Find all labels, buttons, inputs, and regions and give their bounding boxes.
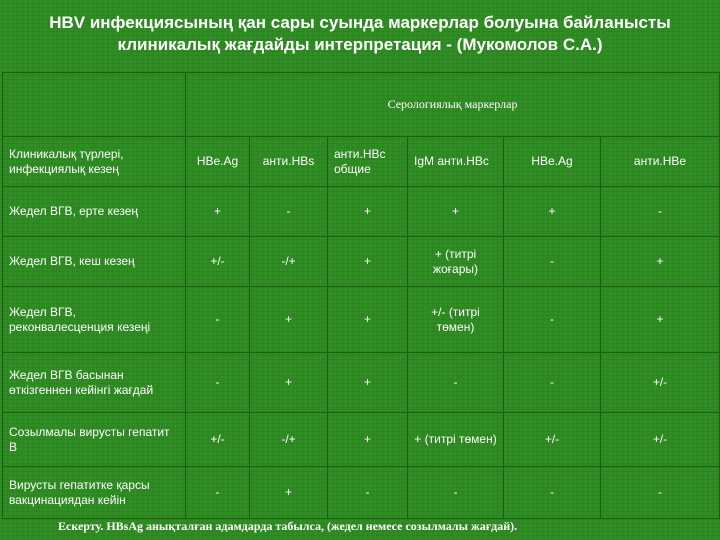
- column-header: HBe.Ag: [504, 137, 601, 187]
- table-cell: +: [250, 287, 328, 353]
- column-header: IgM анти.HBc: [408, 137, 504, 187]
- table-cell: -: [328, 467, 408, 519]
- row-label: Жедел ВГВ, ерте кезең: [3, 187, 186, 237]
- table-cell: +/-: [186, 413, 250, 467]
- table-cell: -: [504, 237, 601, 287]
- table-cell: -: [601, 467, 720, 519]
- table-cell: + (титрі төмен): [408, 413, 504, 467]
- table-row: [3, 237, 720, 287]
- table-cell: +/-: [601, 353, 720, 413]
- serology-table: [2, 72, 720, 519]
- table-cell: + (титрі жоғары): [408, 237, 504, 287]
- table-cell: -/+: [250, 413, 328, 467]
- row-label: Жедел ВГВ, кеш кезең: [3, 237, 186, 287]
- table-row: [3, 187, 720, 237]
- row-label: Жедел ВГВ, реконвалесценция кезеңі: [3, 287, 186, 353]
- table-cell: -: [250, 187, 328, 237]
- table-cell: -: [186, 353, 250, 413]
- table-row: [3, 353, 720, 413]
- group-header-row: [3, 73, 720, 137]
- column-header-row: [3, 137, 720, 187]
- table-row: [3, 467, 720, 519]
- column-header: анти.HBe: [601, 137, 720, 187]
- table-cell: +: [408, 187, 504, 237]
- table-cell: +: [601, 237, 720, 287]
- table-cell: -: [408, 353, 504, 413]
- table-cell: -: [504, 353, 601, 413]
- table-cell: +: [250, 353, 328, 413]
- table-cell: +: [328, 237, 408, 287]
- table-cell: -: [186, 287, 250, 353]
- row-label: Жедел ВГВ басынан өткізгеннен кейінгі жағдай: [3, 353, 186, 413]
- column-header: анти.HBc общие: [328, 137, 408, 187]
- column-header: анти.HBs: [250, 137, 328, 187]
- first-column-header: Клиникалық түрлері, инфекциялық кезең: [3, 137, 186, 187]
- table-cell: -: [601, 187, 720, 237]
- slide-title: [0, 12, 720, 56]
- table-cell: +: [328, 353, 408, 413]
- table-cell: +: [328, 287, 408, 353]
- table-row: [3, 413, 720, 467]
- empty-corner-cell: [3, 73, 186, 137]
- table-cell: +/-: [504, 413, 601, 467]
- table-cell: +/-: [186, 237, 250, 287]
- serology-markers-header: Серологиялық маркерлар: [186, 73, 720, 137]
- table-cell: -: [504, 287, 601, 353]
- footnote: Ескерту. HBsAg анықталған адамдарда табылса, (жедел немесе созылмалы жағдай).: [58, 519, 518, 533]
- title-line-2: клиникалық жағдайды интерпретация - (Мукомолов С.А.): [117, 35, 603, 54]
- table-cell: -/+: [250, 237, 328, 287]
- table-cell: +: [504, 187, 601, 237]
- row-label: Созылмалы вирусты гепатит В: [3, 413, 186, 467]
- row-label: Вирусты гепатитке қарсы вакцинациядан кейін: [3, 467, 186, 519]
- table-cell: +: [601, 287, 720, 353]
- table-cell: +: [328, 413, 408, 467]
- table-cell: -: [186, 467, 250, 519]
- table-cell: +: [328, 187, 408, 237]
- column-header: HBe.Ag: [186, 137, 250, 187]
- table-row: [3, 287, 720, 353]
- table-cell: +: [250, 467, 328, 519]
- table-cell: -: [408, 467, 504, 519]
- table-cell: +: [186, 187, 250, 237]
- title-line-1: HBV инфекциясының қан сары суында маркерлар болуына байланысты: [49, 13, 671, 32]
- table-cell: +/- (титрі төмен): [408, 287, 504, 353]
- table-cell: -: [504, 467, 601, 519]
- table-cell: +/-: [601, 413, 720, 467]
